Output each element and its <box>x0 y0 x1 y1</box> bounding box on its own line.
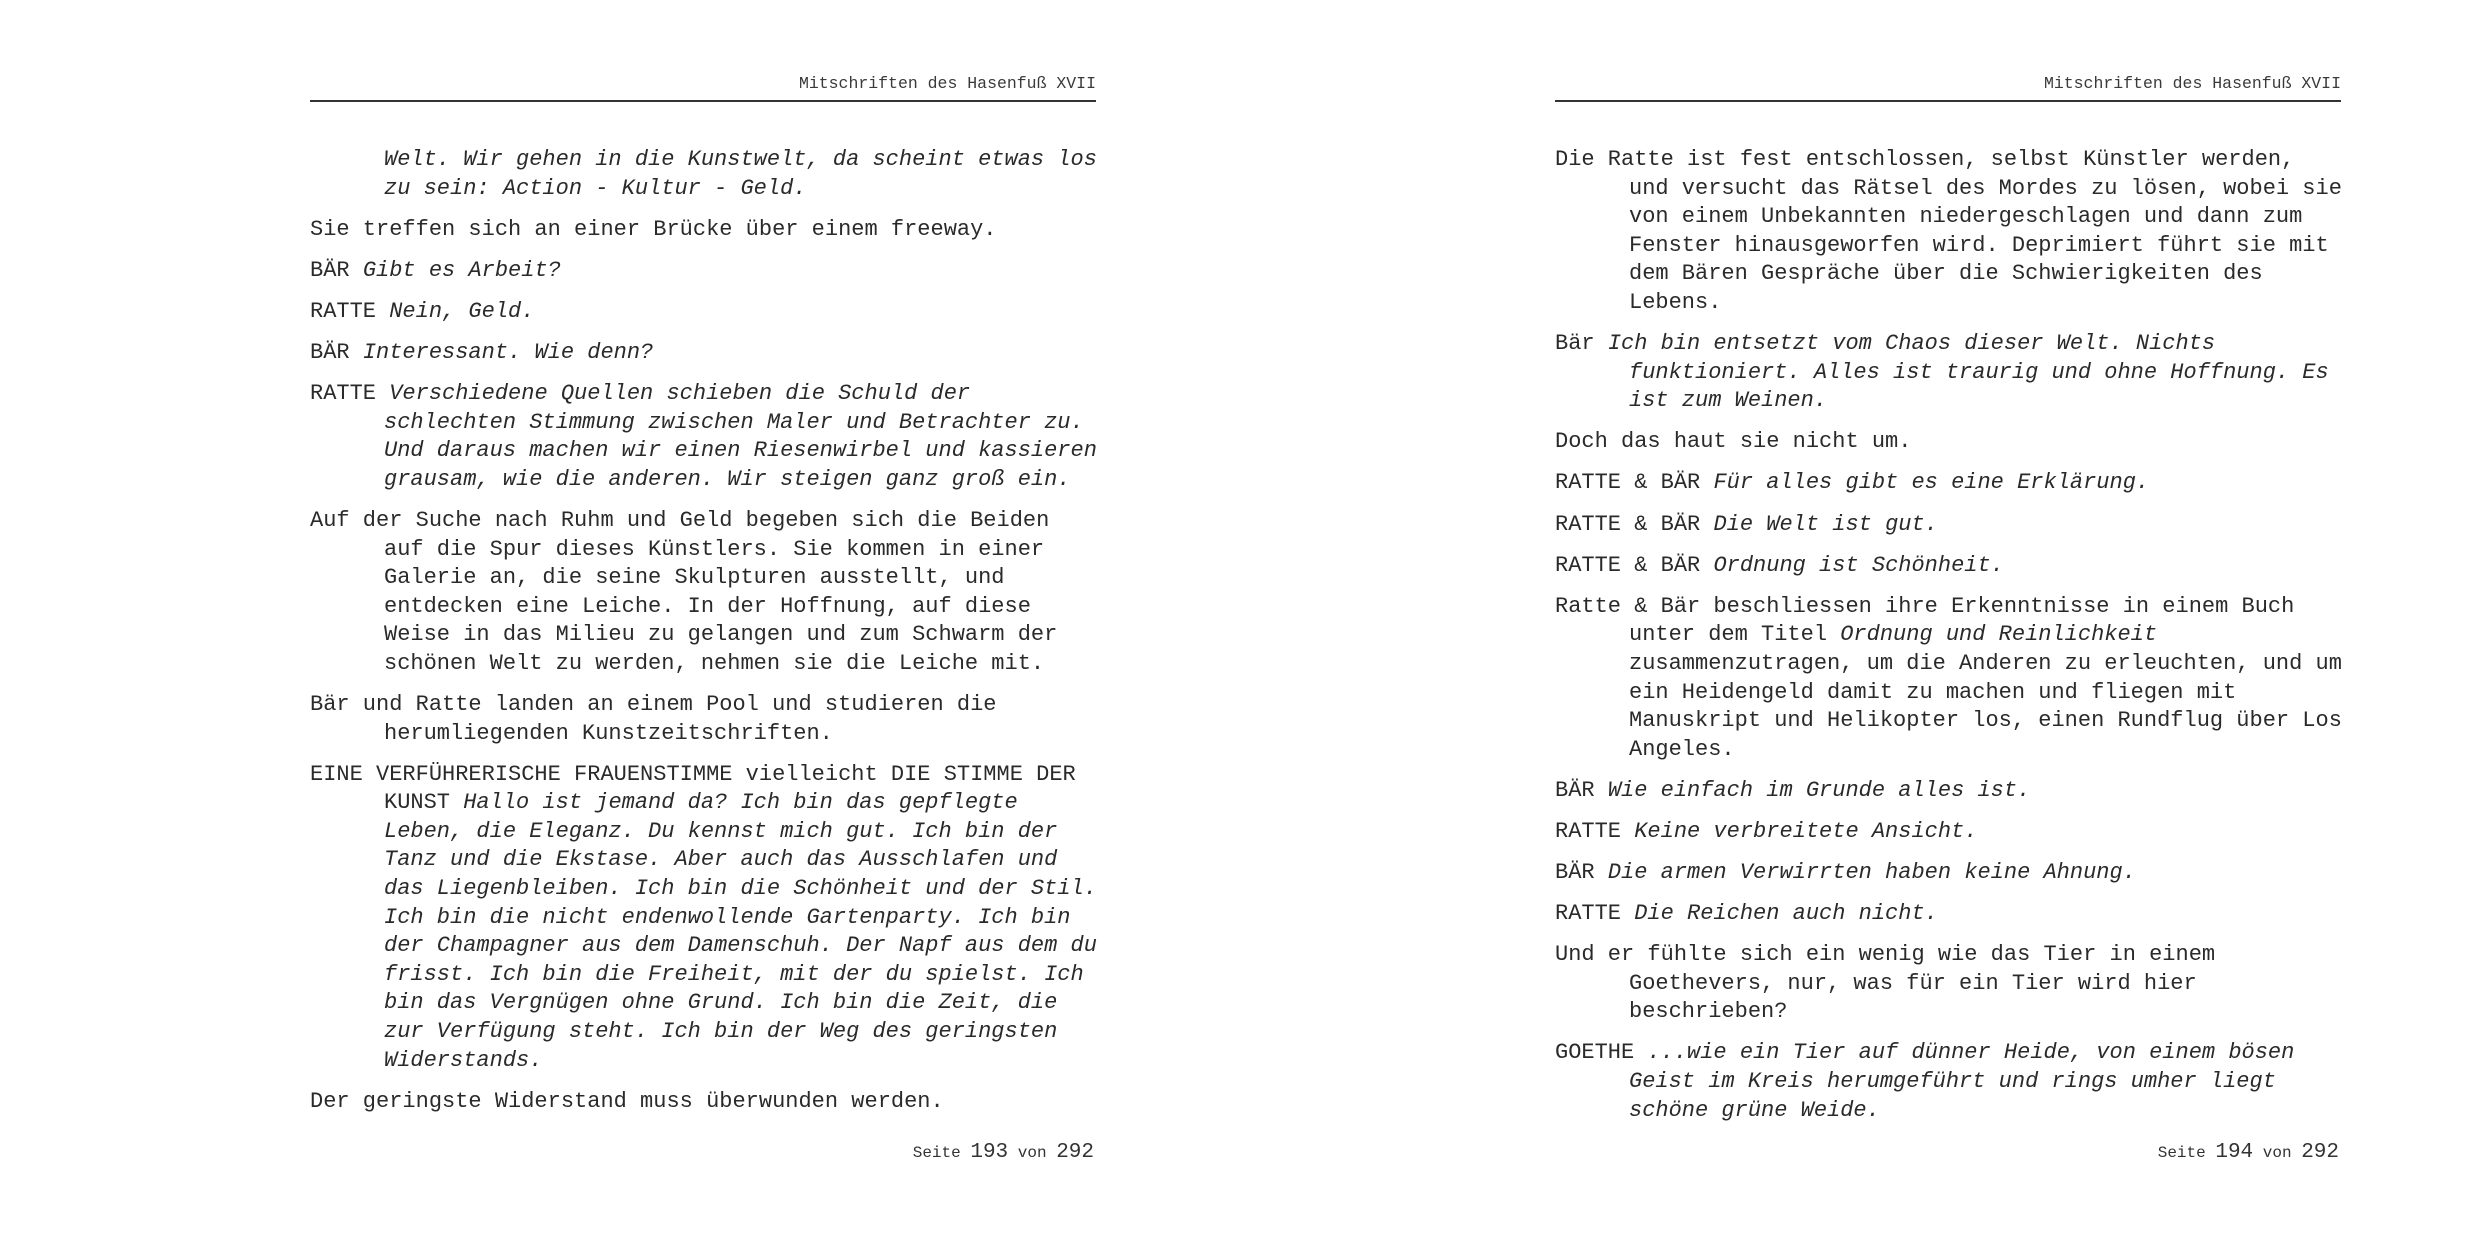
italic-text: Wie einfach im Grunde alles ist. <box>1607 777 2031 803</box>
italic-text: ...wie ein Tier auf dünner Heide, von einem bösen Geist im Kreis herumgeführt und rings umher liegt schöne grüne Weide. <box>1629 1040 2295 1123</box>
narration-paragraph <box>310 216 1100 245</box>
speaker-name: RATTE <box>1555 901 1635 927</box>
footer-sep: von <box>1017 1144 1047 1162</box>
paragraph-text: Bär und Ratte landen an einem Pool und studieren die herumliegenden Kunstzeitschriften. <box>310 692 997 746</box>
speaker-name: RATTE <box>310 298 390 324</box>
page-text <box>1555 146 2345 1138</box>
dialogue-line <box>1555 1039 2345 1125</box>
paragraph-text: Die Ratte ist fest entschlossen, selbst Künstler werden, und versucht das Rätsel des Mordes zu lösen, wobei sie von einem Unbekannten niedergeschlagen und dann zum Fenster hinausgeworfen wird. Deprimiert führt sie mit dem Bären Gespräche über die Schwierigkeiten des Lebens. <box>1555 147 2342 315</box>
italic-text: Verschiedene Quellen schieben die Schuld der schlechten Stimmung zwischen Maler und Betrachter zu. Und daraus machen wir einen Riesenwirbel und kassieren grausam, wie die anderen. Wir steigen ganz groß ein. <box>384 381 1097 492</box>
page-number: 193 <box>970 1141 1009 1164</box>
paragraph-text: Der geringste Widerstand muss überwunden werden. <box>310 1088 944 1114</box>
dialogue-line <box>310 380 1100 494</box>
italic-text: Gibt es Arbeit? <box>362 257 561 283</box>
dialogue-line <box>310 257 1100 286</box>
speaker-name: RATTE & BÄR <box>1555 552 1714 578</box>
speaker-name: BÄR <box>1555 777 1608 803</box>
right-page <box>1555 0 2355 1240</box>
dialogue-line <box>310 761 1100 1076</box>
narration-paragraph <box>310 1088 1100 1117</box>
header-title: Mitschriften des Hasenfuß XVII <box>798 74 1096 93</box>
speaker-name: EINE VERFÜHRERISCHE FRAUENSTIMME vielleicht DIE STIMME DER KUNST <box>310 761 1076 816</box>
italic-text: Ich bin entsetzt vom Chaos dieser Welt. Nichts funktioniert. Alles ist traurig und ohne Hoffnung. Es ist zum Weinen. <box>1607 331 2329 414</box>
dialogue-line <box>1555 552 2345 581</box>
italic-text: Ordnung ist Schönheit. <box>1713 552 2004 578</box>
page-footer <box>310 1141 1094 1164</box>
narration-paragraph <box>310 507 1100 679</box>
speaker-name: BÄR <box>1555 859 1608 885</box>
speaker-name: GOETHE <box>1555 1040 1648 1066</box>
speaker-name: RATTE & BÄR <box>1555 511 1714 537</box>
dialogue-line <box>1555 777 2345 806</box>
narration-paragraph <box>1555 428 2345 457</box>
italic-text: Hallo ist jemand da? Ich bin das gepflegte Leben, die Eleganz. Du kennst mich gut. Ich bin der Tanz und die Ekstase. Aber auch das Ausschlafen und das Liegenbleiben. Ich bin die Schönheit und der Stil. Ich bin die nicht endenwollende Gartenparty. Ich bin der Champagner aus dem Damenschuh. Der Napf aus dem du frisst. Ich bin die Freiheit, mit der du spielst. Ich bin das Vergnügen ohne Grund. Ich bin die Zeit, die zur Verfügung steht. Ich bin der Weg des geringsten Widerstands. <box>384 790 1097 1073</box>
footer-prefix: Seite <box>912 1144 961 1162</box>
paragraph-text: zusammenzutragen, um die Anderen zu erleuchten, und um ein Heidengeld damit zu machen und fliegen mit Manuskript und Helikopter los, einen Rundflug über Los Angeles. <box>1629 650 2342 762</box>
speaker-name: RATTE <box>1555 818 1635 844</box>
header-title: Mitschriften des Hasenfuß XVII <box>2043 74 2341 93</box>
narration-paragraph <box>1555 941 2345 1027</box>
speaker-name: RATTE <box>310 381 390 407</box>
speaker-name: Bär <box>1555 331 1608 357</box>
paragraph-text: Doch das haut sie nicht um. <box>1555 429 1912 455</box>
dialogue-line <box>310 339 1100 368</box>
dialogue-line <box>1555 859 2345 888</box>
paragraph-text: Und er fühlte sich ein wenig wie das Tier in einem Goethevers, nur, was für ein Tier wird hier beschrieben? <box>1555 942 2216 1025</box>
footer-sep: von <box>2262 1144 2292 1162</box>
dialogue-line <box>1555 469 2345 498</box>
narration-paragraph <box>310 146 1100 203</box>
paragraph-text: Auf der Suche nach Ruhm und Geld begeben sich die Beiden auf die Spur dieses Künstlers. Sie kommen in einer Galerie an, die seine Skulpturen ausstellt, und entdecken eine Leiche. In der Hoffnung, auf diese Weise in das Milieu zu gelangen und zum Schwarm der schönen Welt zu werden, nehmen sie die Leiche mit. <box>310 507 1058 676</box>
dialogue-line <box>1555 900 2345 929</box>
italic-text: Keine verbreitete Ansicht. <box>1634 818 1978 844</box>
paragraph-text: Sie treffen sich an einer Brücke über einem freeway. <box>310 216 997 242</box>
italic-text: Für alles gibt es eine Erklärung. <box>1713 470 2150 496</box>
speaker-name: RATTE & BÄR <box>1555 470 1714 496</box>
running-header <box>310 74 1096 102</box>
italic-text: Nein, Geld. <box>389 298 535 324</box>
dialogue-line <box>1555 818 2345 847</box>
italic-text: Die Welt ist gut. <box>1713 511 1938 537</box>
page-total: 292 <box>2301 1141 2339 1164</box>
footer-prefix: Seite <box>2157 1144 2206 1162</box>
italic-text: Ordnung und Reinlichkeit <box>1840 622 2158 648</box>
speaker-name: BÄR <box>310 339 363 365</box>
italic-text: Welt. Wir gehen in die Kunstwelt, da scheint etwas los zu sein: Action - Kultur - Geld. <box>384 147 1097 201</box>
italic-text: Interessant. Wie denn? <box>362 339 654 365</box>
dialogue-line <box>1555 330 2345 416</box>
speaker-name: BÄR <box>310 257 363 283</box>
page-number: 194 <box>2215 1141 2254 1164</box>
dialogue-line <box>310 298 1100 327</box>
page-footer <box>1555 1141 2339 1164</box>
left-page <box>310 0 1110 1240</box>
running-header <box>1555 74 2341 102</box>
italic-text: Die Reichen auch nicht. <box>1634 901 1938 927</box>
narration-paragraph <box>1555 593 2345 765</box>
page-total: 292 <box>1056 1141 1094 1164</box>
italic-text: Die armen Verwirrten haben keine Ahnung. <box>1607 859 2136 885</box>
page-text <box>310 146 1100 1129</box>
dialogue-line <box>1555 511 2345 540</box>
paragraph-text: Ratte & Bär beschliessen ihre Erkenntnisse in einem Buch unter dem Titel <box>1555 593 2295 648</box>
narration-paragraph <box>310 691 1100 748</box>
narration-paragraph <box>1555 146 2345 318</box>
